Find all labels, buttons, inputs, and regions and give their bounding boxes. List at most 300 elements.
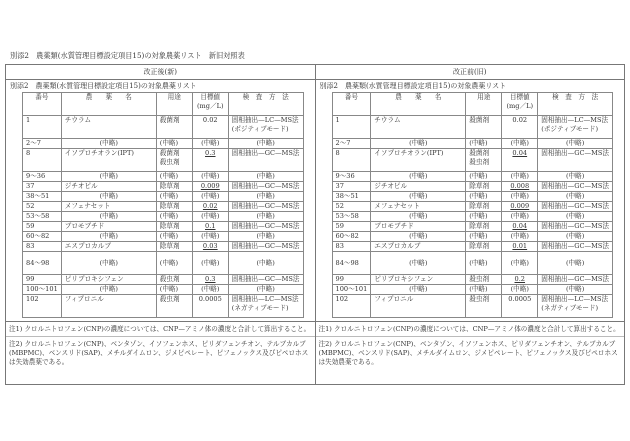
row-number: 52 — [23, 202, 62, 212]
table-row — [23, 116, 304, 139]
table-row — [332, 212, 613, 222]
row-use-label: 除草剤 — [469, 222, 490, 230]
row-method-text: (中略) — [256, 285, 275, 293]
row-method — [228, 242, 303, 252]
row-pesticide-name: ブロモブチド — [371, 222, 466, 232]
row-number: 59 — [332, 222, 371, 232]
row-number: 52 — [332, 202, 371, 212]
header-name: 農 薬 名 — [371, 93, 466, 116]
row-use — [466, 242, 502, 252]
row-use — [466, 295, 502, 318]
row-target-value-text: 0.04 — [512, 149, 528, 157]
table-row — [332, 192, 613, 202]
row-target-value-text: 0.02 — [202, 202, 218, 210]
row-pesticide-name: (中略) — [61, 252, 156, 275]
row-target-value-text: (中略) — [201, 192, 220, 200]
row-use — [156, 252, 192, 275]
previous-old-column — [316, 65, 625, 384]
row-pesticide-name: (中略) — [371, 172, 466, 182]
column-heading: 改正後(新) — [6, 65, 315, 80]
row-method-text: 固相抽出—GC—MS法 — [231, 202, 300, 210]
row-use-label: 殺菌剤 — [469, 149, 490, 157]
row-method-mode: (ネガティブモード) — [541, 304, 599, 312]
row-target-value-text: 0.3 — [205, 149, 216, 157]
header-number: 番号 — [23, 93, 62, 116]
row-use — [156, 232, 192, 242]
row-use-label: (中略) — [469, 285, 488, 293]
row-method — [538, 172, 613, 182]
row-use — [156, 295, 192, 318]
row-target-value — [502, 116, 538, 139]
row-target-value — [502, 212, 538, 222]
row-use-label: 除草剤 — [159, 242, 180, 250]
row-use — [466, 149, 502, 172]
row-number: 84～98 — [23, 252, 62, 275]
row-use — [156, 116, 192, 139]
row-number: 38～51 — [23, 192, 62, 202]
row-method — [538, 275, 613, 285]
row-method — [228, 139, 303, 149]
row-number: 9～36 — [23, 172, 62, 182]
row-number: 1 — [23, 116, 62, 139]
note-2: 注2) クロルニトロフェン(CNP)、ベンタゾン、イソフェンホス、ピリダフェンチオン、テルブカルブ(MBPMC)、ベンスリド(SAP)、メチルダイムロン、ジメピペレート、ピフェノックス及びピペロホスは失効農薬である。 — [316, 336, 625, 369]
header-target-value — [192, 93, 228, 116]
row-target-value — [192, 285, 228, 295]
row-pesticide-name: ピリプロキシフェン — [371, 275, 466, 285]
row-method-text: (中略) — [256, 232, 275, 240]
row-method — [538, 212, 613, 222]
row-pesticide-name: ブロモブチド — [61, 222, 156, 232]
row-use — [466, 139, 502, 149]
row-target-value-text: (中略) — [510, 172, 529, 180]
row-target-value-text: 0.03 — [202, 242, 218, 250]
row-method-text: (中略) — [256, 172, 275, 180]
row-target-value — [502, 295, 538, 318]
row-target-value — [502, 242, 538, 252]
row-target-value-text: 0.01 — [512, 242, 528, 250]
row-pesticide-name: チウラム — [61, 116, 156, 139]
row-method-mode: (ポジティブモード) — [231, 125, 289, 133]
table-row — [332, 222, 613, 232]
row-target-value-text: (中略) — [201, 212, 220, 220]
row-use-label: 殺菌剤 — [469, 116, 490, 124]
row-pesticide-name: (中略) — [61, 192, 156, 202]
table-row — [23, 149, 304, 172]
comparison-table — [5, 64, 625, 385]
table-row — [332, 275, 613, 285]
notes — [316, 321, 625, 369]
row-target-value-text: (中略) — [510, 139, 529, 147]
row-method-text: (中略) — [565, 232, 585, 240]
row-method — [228, 172, 303, 182]
document-title: 別添2 農薬類(水質管理目標設定項目15)の対象農薬リスト 新旧対照表 — [10, 51, 245, 60]
row-use — [466, 192, 502, 202]
row-method-text: (中略) — [565, 192, 585, 200]
row-number: 60～82 — [332, 232, 371, 242]
row-use — [156, 242, 192, 252]
row-use — [156, 149, 192, 172]
row-use-label: (中略) — [159, 172, 179, 180]
row-target-value-text: (中略) — [201, 258, 220, 267]
row-use-label: 殺虫剤 — [159, 275, 180, 283]
row-method — [538, 285, 613, 295]
table-row — [332, 232, 613, 242]
row-pesticide-name: メフェナセット — [371, 202, 466, 212]
row-method-text: 固相抽出—GC—MS法 — [231, 242, 300, 250]
row-target-value — [192, 192, 228, 202]
row-pesticide-name: ジチオピル — [61, 182, 156, 192]
row-use-label: (中略) — [159, 258, 179, 267]
row-use — [156, 172, 192, 182]
row-method — [538, 222, 613, 232]
row-use-label: (中略) — [159, 285, 179, 293]
row-use-label-2: 殺虫剤 — [469, 158, 490, 166]
row-pesticide-name: チウラム — [371, 116, 466, 139]
table-row — [332, 172, 613, 182]
table-header-row — [23, 93, 304, 116]
row-use-label-2: 殺虫剤 — [159, 158, 180, 166]
row-use-label: (中略) — [159, 139, 179, 147]
row-target-value — [192, 116, 228, 139]
row-use-label: (中略) — [469, 258, 488, 267]
row-pesticide-name: イソプロチオラン(IPT) — [371, 149, 466, 172]
row-use-label: (中略) — [469, 192, 488, 200]
header-use: 用途 — [156, 93, 192, 116]
row-target-value — [192, 222, 228, 232]
table-row — [23, 202, 304, 212]
row-method-text: 固相抽出—LC—MS法 — [231, 295, 299, 303]
row-target-value-text: 0.3 — [205, 275, 216, 283]
row-use-label: (中略) — [469, 139, 488, 147]
row-target-value-text: 0.02 — [202, 116, 218, 124]
row-pesticide-name: (中略) — [371, 139, 466, 149]
header-target-value — [502, 93, 538, 116]
row-use — [466, 182, 502, 192]
row-use-label: (中略) — [469, 172, 488, 180]
row-use — [156, 182, 192, 192]
row-use — [466, 172, 502, 182]
row-pesticide-name: (中略) — [61, 139, 156, 149]
row-use — [156, 139, 192, 149]
row-target-value — [192, 182, 228, 192]
row-method — [538, 252, 613, 275]
row-method — [538, 242, 613, 252]
row-use-label: 殺虫剤 — [469, 295, 490, 303]
row-target-value-text: 0.0005 — [198, 295, 222, 303]
table-row — [332, 242, 613, 252]
row-number: 2～7 — [23, 139, 62, 149]
row-target-value-text: 0.009 — [200, 182, 220, 190]
row-method-text: 固相抽出—LC—MS法 — [231, 116, 299, 124]
table-row — [23, 252, 304, 275]
row-target-value — [502, 275, 538, 285]
row-target-value — [192, 172, 228, 182]
row-method — [228, 149, 303, 172]
row-use-label: 除草剤 — [469, 242, 490, 250]
row-use-label: 除草剤 — [159, 182, 180, 190]
row-pesticide-name: ピリプロキシフェン — [61, 275, 156, 285]
row-method — [538, 182, 613, 192]
row-target-value — [192, 212, 228, 222]
row-use-label: (中略) — [159, 192, 179, 200]
note-1: 注1) クロルニトロフェン(CNP)の濃度については、CNP—アミノ体の濃度と合計して算出すること。 — [9, 325, 311, 333]
row-method-text: 固相抽出—GC—MS法 — [541, 275, 610, 283]
row-use — [156, 212, 192, 222]
table-row — [23, 192, 304, 202]
row-target-value-text: (中略) — [510, 192, 529, 200]
row-method — [538, 139, 613, 149]
row-method-text: 固相抽出—GC—MS法 — [231, 182, 300, 190]
row-target-value — [502, 285, 538, 295]
row-target-value — [192, 202, 228, 212]
row-target-value — [502, 222, 538, 232]
row-target-value — [502, 192, 538, 202]
row-number: 8 — [332, 149, 371, 172]
table-row — [332, 295, 613, 318]
row-method — [538, 116, 613, 139]
row-target-value — [192, 149, 228, 172]
pesticide-table — [22, 92, 304, 318]
header-name: 農 薬 名 — [61, 93, 156, 116]
row-number: 102 — [332, 295, 371, 318]
row-method — [538, 192, 613, 202]
row-use — [466, 285, 502, 295]
header-target-label: 目標値 — [509, 93, 530, 101]
table-row — [332, 202, 613, 212]
row-target-value — [502, 202, 538, 212]
row-target-value-text: (中略) — [510, 232, 529, 240]
row-method-text: (中略) — [565, 212, 585, 220]
row-number: 84～98 — [332, 252, 371, 275]
note-2: 注2) クロルニトロフェン(CNP)、ベンタゾン、イソフェンホス、ピリダフェンチオン、テルブカルブ(MBPMC)、ベンスリド(SAP)、メチルダイムロン、ジメピペレート、ピフェノックス及びピペロホスは失効農薬である。 — [6, 336, 315, 369]
row-number: 2～7 — [332, 139, 371, 149]
pesticide-table — [332, 92, 614, 318]
row-method-text: (中略) — [256, 212, 275, 220]
row-number: 100～101 — [23, 285, 62, 295]
row-number: 60～82 — [23, 232, 62, 242]
table-row — [332, 149, 613, 172]
row-target-value-text: 0.04 — [512, 222, 528, 230]
row-number: 53～58 — [23, 212, 62, 222]
row-target-value-text: (中略) — [201, 285, 220, 293]
row-pesticide-name: エスプロカルブ — [61, 242, 156, 252]
row-pesticide-name: (中略) — [371, 212, 466, 222]
table-header-row — [332, 93, 613, 116]
row-pesticide-name: フィプロニル — [61, 295, 156, 318]
row-use — [466, 232, 502, 242]
row-number: 99 — [332, 275, 371, 285]
row-method — [228, 285, 303, 295]
row-method-text: (中略) — [565, 285, 585, 293]
table-row — [23, 212, 304, 222]
header-method: 検 査 方 法 — [538, 93, 613, 116]
revised-new-column — [6, 65, 316, 384]
row-use-label: 殺菌剤 — [159, 149, 180, 157]
row-target-value-text: 0.02 — [512, 116, 528, 124]
row-number: 9～36 — [332, 172, 371, 182]
row-method — [228, 275, 303, 285]
row-use-label: 殺虫剤 — [159, 295, 180, 303]
row-use — [156, 222, 192, 232]
row-method — [538, 202, 613, 212]
header-target-unit: (mg／L) — [196, 102, 224, 110]
table-row — [332, 182, 613, 192]
row-use-label: 除草剤 — [469, 202, 490, 210]
row-target-value — [192, 242, 228, 252]
row-method-text: (中略) — [256, 258, 275, 267]
row-target-value-text: (中略) — [510, 212, 529, 220]
row-pesticide-name: (中略) — [61, 285, 156, 295]
header-method: 検 査 方 法 — [228, 93, 303, 116]
row-pesticide-name: (中略) — [61, 232, 156, 242]
row-method-text: 固相抽出—GC—MS法 — [541, 182, 610, 190]
row-method — [228, 212, 303, 222]
row-method-text: 固相抽出—GC—MS法 — [541, 149, 610, 157]
header-number: 番号 — [332, 93, 371, 116]
header-use: 用途 — [466, 93, 502, 116]
row-method-text: 固相抽出—GC—MS法 — [231, 149, 300, 157]
row-target-value — [502, 182, 538, 192]
row-use — [156, 192, 192, 202]
row-number: 37 — [23, 182, 62, 192]
row-number: 59 — [23, 222, 62, 232]
row-target-value — [192, 252, 228, 275]
row-pesticide-name: メフェナセット — [61, 202, 156, 212]
row-target-value — [502, 232, 538, 242]
row-target-value-text: 0.2 — [514, 275, 526, 283]
row-use — [156, 275, 192, 285]
row-use-label: 除草剤 — [469, 182, 490, 190]
row-method-text: 固相抽出—GC—MS法 — [231, 275, 300, 283]
row-number: 38～51 — [332, 192, 371, 202]
row-target-value — [502, 172, 538, 182]
header-target-unit: (mg／L) — [506, 102, 534, 110]
row-use — [466, 212, 502, 222]
row-method-mode: (ネガティブモード) — [231, 304, 289, 312]
table-row — [23, 285, 304, 295]
list-subtitle: 別添2 農薬類(水質管理目標設定項目15)の対象農薬リスト — [319, 82, 507, 90]
table-row — [23, 139, 304, 149]
row-use — [466, 202, 502, 212]
note-1: 注1) クロルニトロフェン(CNP)の濃度については、CNP—アミノ体の濃度と合計して算出すること。 — [318, 325, 620, 333]
row-number: 99 — [23, 275, 62, 285]
row-target-value — [192, 295, 228, 318]
table-row — [23, 275, 304, 285]
row-number: 37 — [332, 182, 371, 192]
row-method — [228, 192, 303, 202]
row-target-value-text: (中略) — [201, 139, 220, 147]
row-use — [466, 116, 502, 139]
table-row — [23, 232, 304, 242]
row-pesticide-name: (中略) — [371, 232, 466, 242]
row-method — [228, 182, 303, 192]
row-target-value — [192, 275, 228, 285]
row-method — [228, 116, 303, 139]
row-use — [156, 285, 192, 295]
row-target-value-text: 0.1 — [205, 222, 216, 230]
row-number: 1 — [332, 116, 371, 139]
row-target-value — [192, 232, 228, 242]
row-number: 102 — [23, 295, 62, 318]
table-row — [332, 139, 613, 149]
row-target-value-text: 0.0005 — [508, 295, 532, 303]
row-target-value-text: 0.008 — [510, 182, 530, 190]
table-row — [23, 242, 304, 252]
table-row — [332, 252, 613, 275]
row-pesticide-name: (中略) — [371, 252, 466, 275]
row-target-value — [192, 139, 228, 149]
row-method — [538, 232, 613, 242]
row-method — [228, 295, 303, 318]
table-row — [23, 222, 304, 232]
row-method-text: 固相抽出—GC—MS法 — [541, 222, 610, 230]
row-pesticide-name: (中略) — [371, 192, 466, 202]
row-pesticide-name: (中略) — [371, 285, 466, 295]
row-method-text: 固相抽出—LC—MS法 — [541, 116, 609, 124]
row-method — [538, 295, 613, 318]
row-target-value-text: (中略) — [510, 258, 529, 267]
row-use-label: (中略) — [469, 232, 488, 240]
row-method — [228, 232, 303, 242]
row-use-label: (中略) — [159, 232, 179, 240]
row-use — [466, 275, 502, 285]
row-method-text: (中略) — [565, 258, 585, 267]
row-pesticide-name: (中略) — [61, 212, 156, 222]
row-method-text: 固相抽出—GC—MS法 — [541, 202, 610, 210]
row-method-text: 固相抽出—LC—MS法 — [541, 295, 609, 303]
row-pesticide-name: フィプロニル — [371, 295, 466, 318]
row-use-label: 殺虫剤 — [469, 275, 490, 283]
row-method — [228, 252, 303, 275]
row-number: 53～58 — [332, 212, 371, 222]
row-use-label: 殺菌剤 — [159, 116, 180, 124]
row-target-value — [502, 139, 538, 149]
table-row — [332, 116, 613, 139]
row-method-text: 固相抽出—GC—MS法 — [541, 242, 610, 250]
row-number: 83 — [23, 242, 62, 252]
row-target-value-text: (中略) — [510, 285, 529, 293]
row-pesticide-name: ジチオピル — [371, 182, 466, 192]
row-use — [466, 252, 502, 275]
table-row — [23, 182, 304, 192]
row-pesticide-name: (中略) — [61, 172, 156, 182]
row-method — [228, 202, 303, 212]
row-number: 8 — [23, 149, 62, 172]
row-use — [466, 222, 502, 232]
row-method-text: (中略) — [256, 192, 275, 200]
row-method-mode: (ポジティブモード) — [541, 125, 599, 133]
row-pesticide-name: エスプロカルブ — [371, 242, 466, 252]
list-subtitle: 別添2 農薬類(水質管理目標設定項目15)の対象農薬リスト — [10, 82, 197, 90]
row-use-label: 除草剤 — [159, 222, 180, 230]
row-number: 100～101 — [332, 285, 371, 295]
row-method-text: (中略) — [565, 172, 585, 180]
notes — [6, 321, 315, 369]
table-row — [23, 172, 304, 182]
row-target-value — [502, 252, 538, 275]
row-method — [538, 149, 613, 172]
header-target-label: 目標値 — [200, 93, 221, 101]
row-target-value-text: 0.009 — [510, 202, 530, 210]
row-target-value — [502, 149, 538, 172]
column-heading: 改正前(旧) — [316, 65, 625, 80]
row-use-label: (中略) — [469, 212, 488, 220]
row-number: 83 — [332, 242, 371, 252]
table-row — [23, 295, 304, 318]
row-method-text: 固相抽出—GC—MS法 — [231, 222, 300, 230]
row-target-value-text: (中略) — [201, 172, 220, 180]
row-use — [156, 202, 192, 212]
